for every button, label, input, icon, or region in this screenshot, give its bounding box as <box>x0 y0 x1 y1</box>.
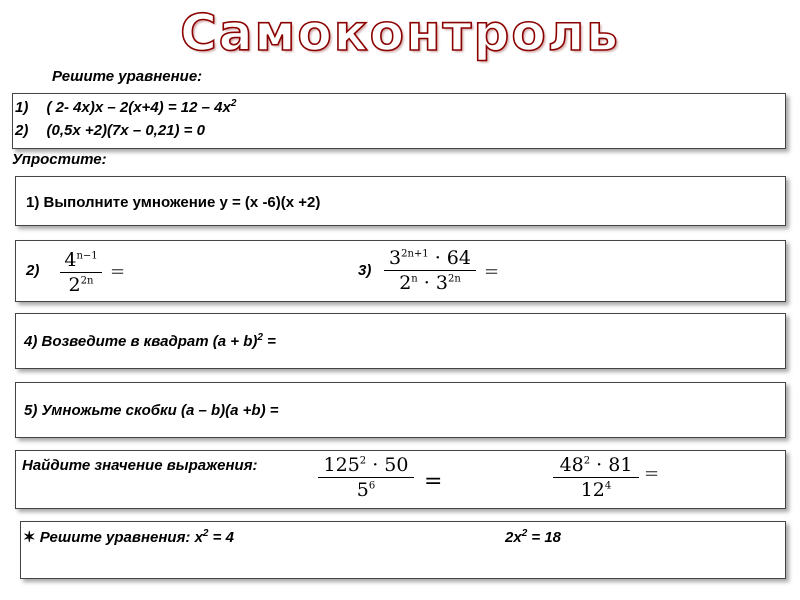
equation-1 <box>15 98 236 116</box>
equation-1-number: 1) <box>15 99 29 116</box>
task-4-box <box>15 313 786 369</box>
equation-1-exponent: 2 <box>230 98 237 109</box>
page-title: Самоконтроль <box>180 4 620 62</box>
star-icon: ✶ <box>23 529 36 546</box>
task-3-fraction <box>384 247 476 294</box>
final-equation-1: Решите уравнения: $x^2 = 4$ <box>39 528 234 546</box>
task-1-text: 1) Выполните умножение y = (x -6)(x +2) <box>26 194 321 211</box>
equation-2 <box>15 122 205 139</box>
expression-2-fraction <box>553 454 639 501</box>
fraction-bar <box>318 477 414 478</box>
task-2-numerator: $4^{n-1}$ <box>64 249 98 271</box>
simplify-heading: Упростите: <box>12 151 107 168</box>
task-2-denominator: $2^{2n}$ <box>68 274 94 296</box>
equation-1-text: ( 2- 4x)x – 2(x+4) = 12 – 4x <box>46 99 231 116</box>
task-2-equals: = <box>110 261 126 282</box>
equations-box <box>12 93 786 149</box>
expression-2-numerator: $48^2 \cdot 81$ <box>559 454 633 476</box>
task-3-numerator: $3^{2n+1} \cdot 64$ <box>389 247 471 269</box>
expression-2-denominator: $12^4$ <box>580 479 612 501</box>
task-3-denominator: $2^n \cdot 3^{2n}$ <box>399 272 461 294</box>
value-heading: Найдите значение выражения: <box>22 457 258 474</box>
task-4-text: 4) Возведите в квадрат $(a + b)^2$ = <box>24 332 276 350</box>
expression-1-fraction <box>318 454 414 501</box>
expression-2-equals: = <box>644 463 660 484</box>
fraction-bar <box>553 477 639 478</box>
equation-2-text: (0,5x +2)(7x – 0,21) = 0 <box>46 122 205 139</box>
solve-heading: Решите уравнение: <box>52 68 203 85</box>
final-equation-2: $2x^2 = 18$ <box>505 528 562 546</box>
fraction-bar <box>384 270 476 271</box>
expression-1-equals: = <box>424 469 443 494</box>
expression-1-numerator: $125^2 \cdot 50$ <box>323 454 409 476</box>
equation-2-number: 2) <box>15 122 29 139</box>
value-box <box>15 450 786 509</box>
final-equations <box>23 528 234 546</box>
task-2-fraction <box>60 249 102 296</box>
task-3-equals: = <box>484 261 500 282</box>
task-5-text: 5) Умножьте скобки (a – b)(a +b) = <box>24 402 279 419</box>
task-5-box <box>15 382 786 438</box>
task-1-box <box>15 176 786 226</box>
task-3-label: 3) <box>358 262 372 279</box>
task-2-label: 2) <box>26 262 40 279</box>
task-2-3-box <box>15 240 786 302</box>
expression-1-denominator: $5^6$ <box>356 479 376 501</box>
fraction-bar <box>60 272 102 273</box>
final-box <box>20 521 786 579</box>
